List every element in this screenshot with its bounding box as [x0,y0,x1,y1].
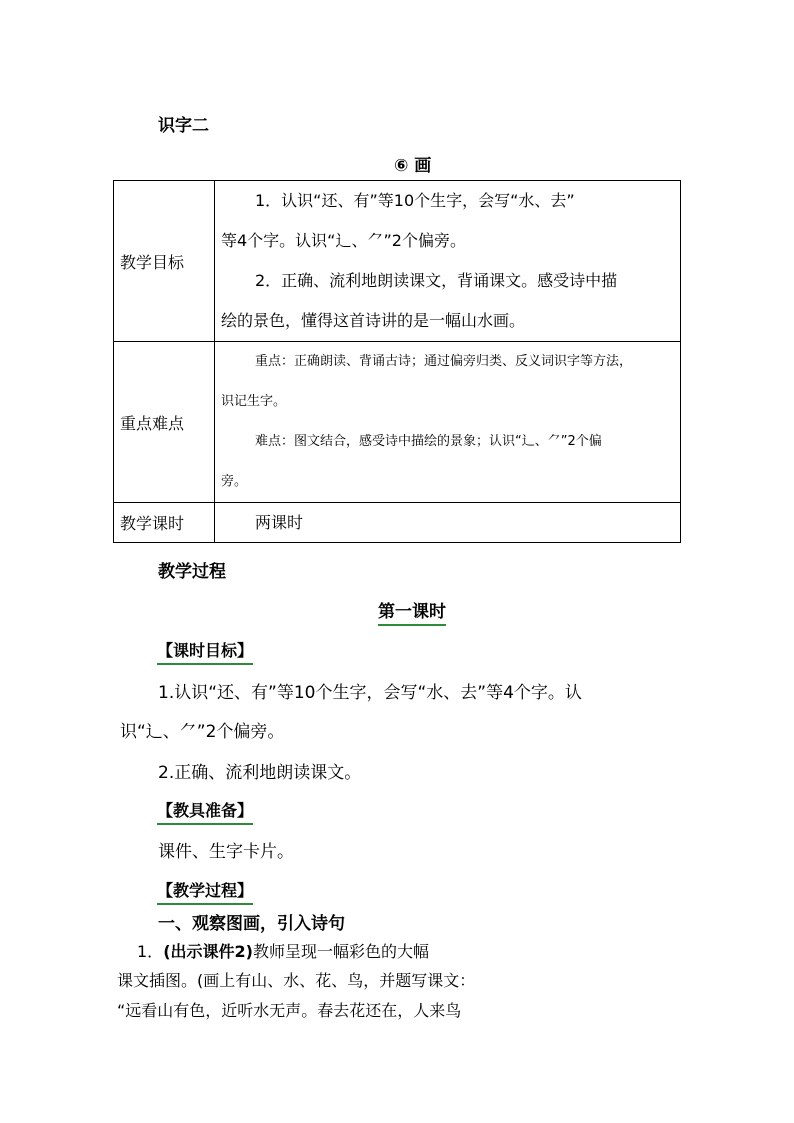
process-line-3: “远看山有色，近听水无声。春去花还在，人来鸟 [117,1001,462,1020]
keypoints-line-1: 重点：正确朗读、背诵古诗；通过偏旁归类、反义词识字等方法， [255,354,633,369]
lesson-goals-line-3: 2.正确、流利地朗读课文。 [158,763,362,783]
lesson-title: ⑥ 画 [394,156,432,176]
unit-title: 识字二 [158,116,209,136]
hours-content [215,503,681,543]
tools-heading: 【教具准备】 [157,798,253,825]
tools-text: 课件、生字卡片。 [158,842,294,862]
keypoints-content [215,342,681,503]
table-row-goals [114,181,681,342]
keypoints-line-3: 难点：图文结合，感受诗中描绘的景象；认识“辶、⺈”2个偏 [255,434,602,449]
process-line-2: 课文插图。(画上有山、水、花、鸟，并题写课文： [117,971,476,990]
item-1-rest: 教师呈现一幅彩色的大幅 [252,942,429,961]
lesson-goals-heading: 【课时目标】 [157,638,253,665]
process-item-1 [137,939,429,962]
lesson-goals-line-2: 识“辶、⺈”2个偏旁。 [120,722,285,742]
keypoints-line-2: 识记生字。 [221,394,287,409]
item-1-bold: (出示课件2) [163,942,253,961]
hours-value: 两课时 [255,512,304,532]
goals-label: 教学目标 [114,181,215,342]
hours-label: 教学课时 [114,503,215,543]
table-row-keypoints [114,342,681,503]
goals-line-1: 1．认识“还、有”等10个生字，会写“水、去” [255,191,575,210]
keypoints-label: 重点难点 [114,342,215,503]
goals-line-2: 等4个字。认识“辶、⺈”2个偏旁。 [221,231,466,250]
keypoints-line-4: 旁。 [221,474,248,489]
table-row-hours [114,503,681,543]
process-sub-1: 一、观察图画，引入诗句 [158,914,345,934]
item-1-number: 1． [137,942,164,961]
goals-content [215,181,681,342]
objectives-table [113,180,681,543]
process-heading: 【教学过程】 [157,878,253,905]
process-title: 教学过程 [158,562,226,582]
goals-line-3: 2．正确、流利地朗读课文，背诵课文。感受诗中描 [255,271,618,290]
goals-line-4: 绘的景色，懂得这首诗讲的是一幅山水画。 [221,311,526,330]
lesson-goals-line-1: 1.认识“还、有”等10个生字，会写“水、去”等4个字。认 [158,683,582,703]
first-lesson-title: 第一课时 [378,597,446,626]
